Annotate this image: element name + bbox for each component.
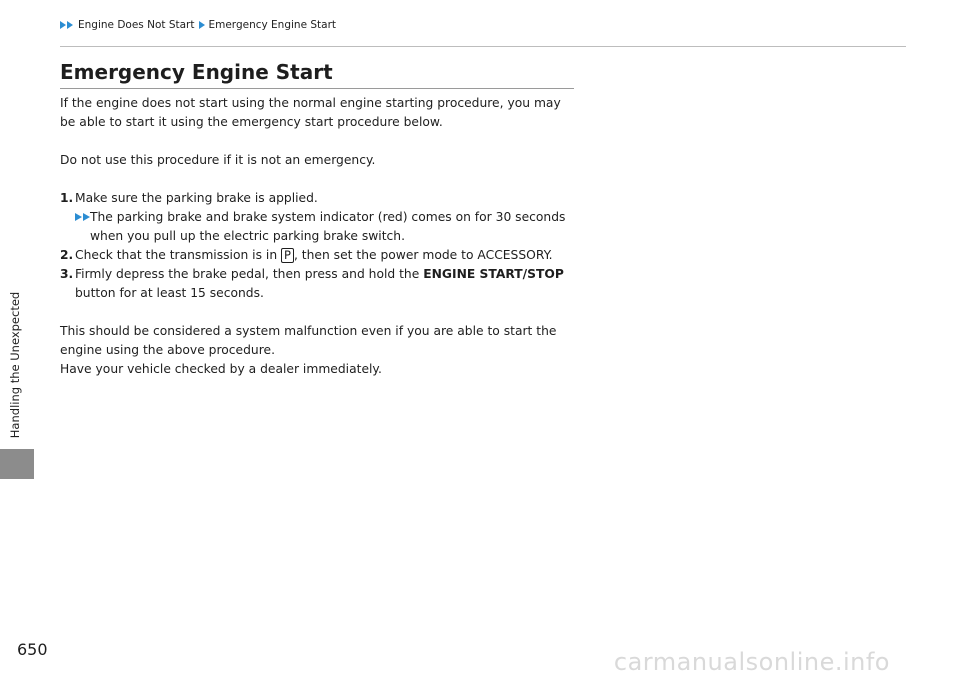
note-arrows-icon <box>75 208 90 246</box>
step-text-after: button for at least 15 seconds. <box>75 286 264 300</box>
malfunction-paragraph: This should be considered a system malfunction even if you are able to start the engine using the above procedure. <box>60 324 557 357</box>
breadcrumb-arrow-icon <box>199 21 205 29</box>
engine-start-stop-label: ENGINE START/STOP <box>423 267 564 281</box>
page-title: Emergency Engine Start <box>60 60 333 84</box>
side-tab-label-container <box>2 285 28 445</box>
step-number: 1. <box>60 191 74 205</box>
warning-paragraph: Do not use this procedure if it is not an emergency. <box>60 153 376 167</box>
dealer-paragraph: Have your vehicle checked by a dealer immediately. <box>60 362 382 376</box>
breadcrumb-arrows-icon <box>60 21 73 29</box>
step-1 <box>60 189 580 208</box>
side-tab <box>0 0 34 678</box>
step-1-note <box>60 208 580 246</box>
step-number: 3. <box>60 267 74 281</box>
page-number: 650 <box>17 640 48 659</box>
step-text-before: Check that the transmission is in <box>75 248 282 262</box>
step-2 <box>60 246 580 265</box>
breadcrumb <box>60 19 336 31</box>
step-text-before: Firmly depress the brake pedal, then press and hold the <box>75 267 424 281</box>
step-text <box>75 246 580 265</box>
step-3 <box>60 265 580 303</box>
main-content <box>60 94 580 379</box>
side-tab-label[interactable]: Handling the Unexpected <box>8 291 23 439</box>
title-divider <box>60 88 574 89</box>
watermark: carmanualsonline.info <box>613 648 890 676</box>
breadcrumb-item-engine-does-not-start[interactable]: Engine Does Not Start <box>78 19 195 31</box>
step-text-after: , then set the power mode to ACCESSORY. <box>293 248 553 262</box>
park-position-key: P <box>281 248 294 263</box>
step-note-text: The parking brake and brake system indicator (red) comes on for 30 seconds when you pull up the electric parking brake switch. <box>90 210 566 243</box>
step-text: Make sure the parking brake is applied. <box>75 191 318 205</box>
side-tab-marker <box>0 449 34 479</box>
breadcrumb-item-emergency-engine-start[interactable]: Emergency Engine Start <box>208 19 337 31</box>
step-text <box>75 265 580 303</box>
header-divider <box>60 46 906 47</box>
intro-paragraph: If the engine does not start using the normal engine starting procedure, you may be able to start it using the emergency start procedure below. <box>60 96 561 129</box>
step-number: 2. <box>60 248 74 262</box>
